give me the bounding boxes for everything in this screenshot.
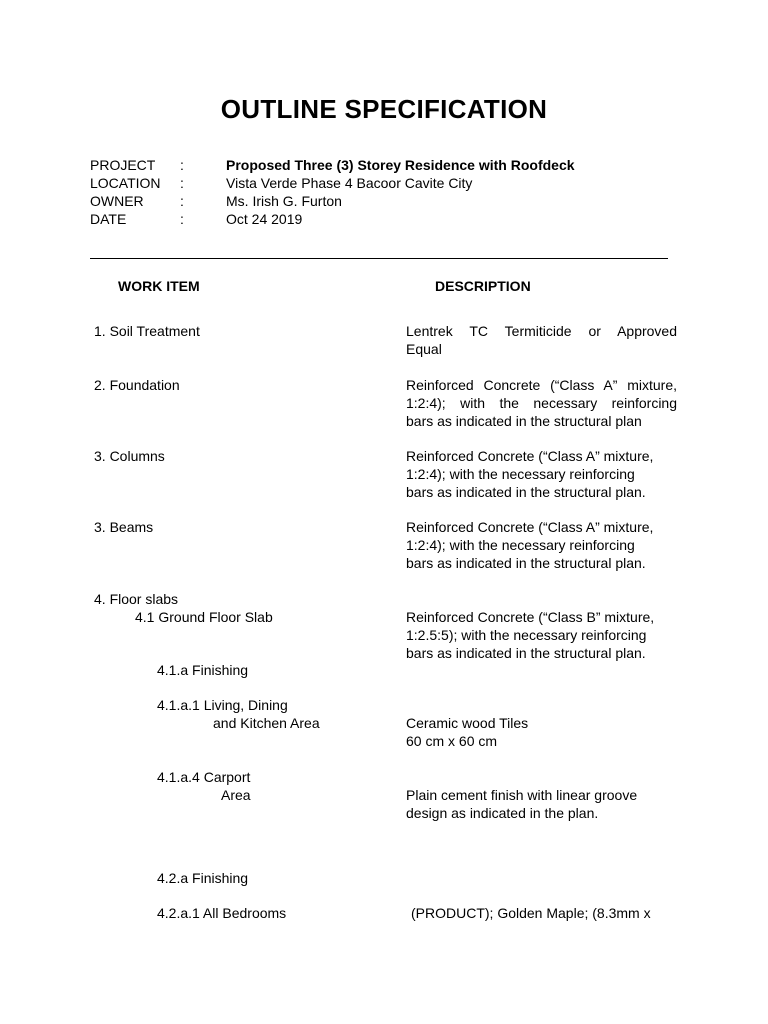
desc-ground-floor-slab xyxy=(406,608,677,662)
item-ground-floor-slab: 4.1 Ground Floor Slab xyxy=(135,609,273,625)
item-carport: 4.1.a.4 Carport xyxy=(157,769,251,785)
desc-line: Reinforced Concrete (“Class A” mixture, xyxy=(406,448,654,464)
desc-line: Plain cement finish with linear groove xyxy=(406,787,638,803)
desc-foundation xyxy=(406,376,677,430)
desc-line: 1:2:4); with the necessary reinforcing xyxy=(406,537,635,553)
location-label: LOCATION xyxy=(90,175,161,191)
desc-line: Equal xyxy=(406,341,442,357)
desc-line: 60 cm x 60 cm xyxy=(406,733,498,749)
project-separator: : xyxy=(180,157,184,173)
item-finishing-4-2-a: 4.2.a Finishing xyxy=(157,870,249,886)
desc-line: 1:2.5:5); with the necessary reinforcing xyxy=(406,627,647,643)
document-title: OUTLINE SPECIFICATION xyxy=(220,94,548,124)
item-soil-treatment: 1. Soil Treatment xyxy=(94,323,200,339)
desc-columns xyxy=(406,447,677,501)
owner-separator: : xyxy=(180,193,184,209)
item-all-bedrooms: 4.2.a.1 All Bedrooms xyxy=(157,905,287,921)
desc-living-dining xyxy=(406,714,677,750)
project-label: PROJECT xyxy=(90,157,156,173)
desc-beams xyxy=(406,518,677,572)
item-finishing-4-1-a: 4.1.a Finishing xyxy=(157,662,249,678)
desc-all-bedrooms: (PRODUCT); Golden Maple; (8.3mm x xyxy=(411,905,651,921)
desc-line: Reinforced Concrete (“Class A” mixture, xyxy=(406,519,654,535)
project-value: Proposed Three (3) Storey Residence with Roofdeck xyxy=(226,157,575,173)
desc-line: bars as indicated in the structural plan xyxy=(406,413,642,429)
owner-value: Ms. Irish G. Furton xyxy=(226,193,342,209)
work-item-heading: WORK ITEM xyxy=(118,278,200,294)
item-kitchen-area: and Kitchen Area xyxy=(213,715,320,731)
date-label: DATE xyxy=(90,211,127,227)
item-floor-slabs: 4. Floor slabs xyxy=(94,591,179,607)
item-living-dining: 4.1.a.1 Living, Dining xyxy=(157,697,288,713)
item-foundation: 2. Foundation xyxy=(94,377,180,393)
desc-line: 1:2:4); with the necessary reinforcing xyxy=(406,395,677,411)
desc-line: Lentrek TC Termiticide or Approved xyxy=(406,323,677,339)
description-heading: DESCRIPTION xyxy=(435,278,531,294)
date-value: Oct 24 2019 xyxy=(226,211,303,227)
desc-line: bars as indicated in the structural plan. xyxy=(406,555,646,571)
location-value: Vista Verde Phase 4 Bacoor Cavite City xyxy=(226,175,473,191)
desc-line: 1:2:4); with the necessary reinforcing xyxy=(406,466,635,482)
date-separator: : xyxy=(180,211,184,227)
item-beams: 3. Beams xyxy=(94,519,154,535)
item-columns: 3. Columns xyxy=(94,448,165,464)
location-separator: : xyxy=(180,175,184,191)
desc-line: design as indicated in the plan. xyxy=(406,805,599,821)
item-carport-area: Area xyxy=(221,787,251,803)
header-divider xyxy=(90,258,668,259)
desc-line: Reinforced Concrete (“Class A” mixture, xyxy=(406,377,677,393)
desc-soil-treatment xyxy=(406,322,677,358)
desc-carport xyxy=(406,786,677,822)
desc-line: Ceramic wood Tiles xyxy=(406,715,529,731)
desc-line: bars as indicated in the structural plan. xyxy=(406,484,646,500)
desc-line: Reinforced Concrete (“Class B” mixture, xyxy=(406,609,655,625)
desc-line: bars as indicated in the structural plan. xyxy=(406,645,646,661)
owner-label: OWNER xyxy=(90,193,144,209)
